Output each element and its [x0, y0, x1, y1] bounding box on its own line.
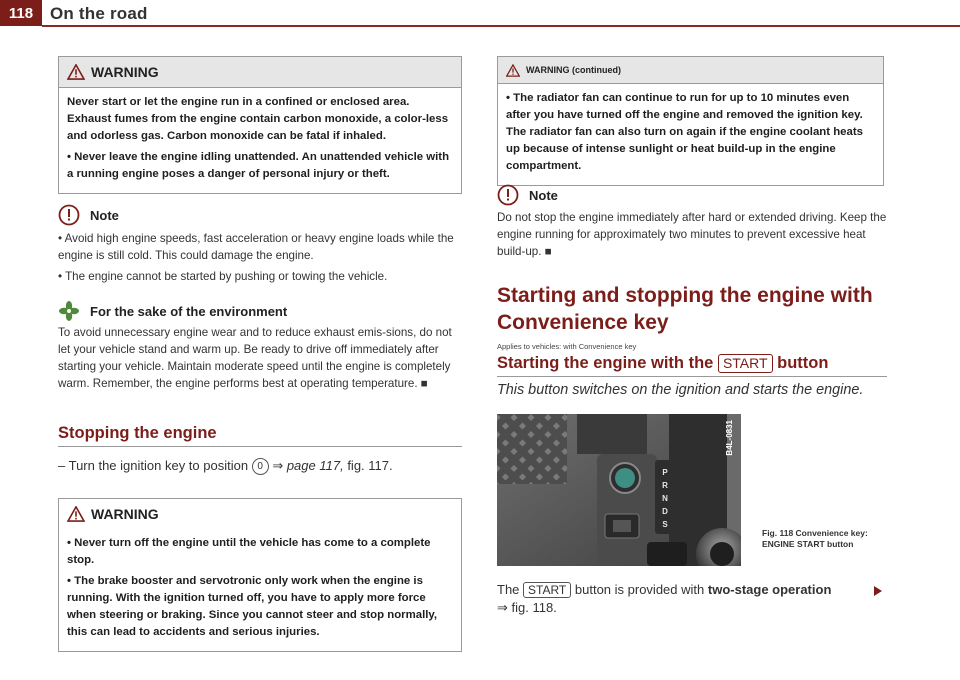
warning-body: [59, 529, 461, 651]
figure-caption: Fig. 118 Convenience key: ENGINE START button: [762, 528, 868, 549]
warning-paragraph: • The radiator fan can continue to run for up to 10 minutes even after you have turned off the engine and removed the ignition key. The radiator fan can also turn on again if the engine coolant heats up because of intense sunlight or heat build-up in the engine compartment.: [506, 92, 863, 172]
warning-triangle-icon: [506, 64, 520, 77]
gear-letter: D: [662, 507, 668, 516]
bottom-bold-text: two-stage operation: [707, 582, 832, 597]
note-section: [58, 204, 462, 289]
warning-box: [58, 498, 462, 652]
note-bullet: • The engine cannot be started by pushing or towing the vehicle.: [58, 270, 388, 283]
stopping-heading: Stopping the engine: [58, 424, 217, 442]
intro-text: This button switches on the ignition and starts the engine.: [497, 382, 864, 398]
warning-title: WARNING: [91, 64, 159, 80]
gear-letter: R: [662, 481, 668, 490]
warning-continued-box: [497, 56, 884, 186]
environment-header: [58, 300, 462, 322]
heading-rule: [497, 376, 887, 377]
figure-118: [497, 414, 741, 566]
warning-title: WARNING: [91, 506, 159, 522]
bottom-paragraph: [497, 581, 897, 617]
page-reference: ⇒ page 117,: [272, 458, 344, 473]
step-text: – Turn the ignition key to position: [58, 458, 249, 473]
heading-rule: [58, 446, 462, 447]
figure-code: B4L-0831: [725, 420, 734, 456]
warning-paragraph: • The brake booster and servotronic only work when the engine is running. With the ignition turned off, you have to apply more force when steering or braking. Since you cannot steer and stop normally, this can lead to accidents and serious injuries.: [67, 575, 438, 638]
key-position-label: 0: [257, 461, 263, 473]
applies-to: Applies to vehicles: with Convenience key: [497, 342, 637, 351]
section-title: On the road: [50, 4, 148, 23]
key-position-symbol: [252, 458, 269, 475]
environment-leaf-icon: [58, 300, 80, 322]
warning-paragraph: • Never leave the engine idling unattended. An unattended vehicle with a running engine poses a danger of personal injury or theft.: [67, 151, 450, 180]
warning-paragraph: Never start or let the engine run in a confined or enclosed area. Exhaust fumes from the engine contain carbon monoxide, a color-less and odorless gas. Carbon monoxide can be fatal if inhaled.: [67, 96, 449, 142]
start-key-label: START: [718, 354, 773, 373]
note-body: [58, 230, 462, 285]
warning-header: [59, 499, 461, 529]
figure-reference: fig. 117.: [347, 458, 393, 473]
note-text: Do not stop the engine immediately after hard or extended driving. Keep the engine running for approximately two minutes to prevent excessive heat build-up. ■: [497, 211, 887, 258]
note-section: [497, 184, 887, 260]
header-rule: [42, 25, 960, 27]
note-header: [497, 184, 887, 206]
note-icon: [497, 184, 519, 206]
continue-arrow-icon: [873, 585, 883, 597]
warning-body: [498, 84, 883, 185]
warning-header: [59, 57, 461, 88]
sub-heading-text: button: [777, 354, 829, 372]
page-number: 118: [0, 0, 42, 26]
environment-section: [58, 300, 462, 392]
gear-letter: P: [662, 468, 668, 477]
note-title: Note: [529, 187, 558, 203]
warning-box: [58, 56, 462, 194]
sub-heading: [497, 354, 828, 373]
bottom-text: button is provided with: [574, 582, 705, 597]
note-title: Note: [90, 207, 119, 223]
figure-reference: ⇒ fig. 118.: [497, 600, 557, 615]
environment-text: To avoid unnecessary engine wear and to reduce exhaust emis-sions, do not let your vehicle stand and warm up. Be ready to drive off immediately after starting your vehicle. Maintain moderate speed until the engine is completely warm. Remember, the engine performs best at operating temperature. ■: [58, 326, 452, 390]
warning-header: [498, 57, 883, 84]
gear-indicator: [658, 466, 672, 531]
sub-heading-text: Starting the engine with the: [497, 354, 714, 372]
note-header: [58, 204, 462, 226]
stopping-step: [58, 458, 462, 475]
console-photo-illustration: [497, 414, 741, 566]
start-key-label: START: [523, 582, 571, 598]
warning-triangle-icon: [67, 64, 85, 80]
warning-paragraph: • Never turn off the engine until the vehicle has come to a complete stop.: [67, 537, 431, 566]
note-bullet: • Avoid high engine speeds, fast acceleration or heavy engine loads while the engine is still cold. This could damage the engine.: [58, 232, 454, 262]
warning-body: [59, 88, 461, 193]
gear-letter: N: [662, 494, 668, 503]
environment-title: For the sake of the environment: [90, 303, 288, 319]
bottom-text: The: [497, 582, 520, 597]
main-heading: Starting and stopping the engine with Convenience key: [497, 284, 873, 334]
note-icon: [58, 204, 80, 226]
gear-letter: S: [662, 520, 668, 529]
warning-triangle-icon: [67, 506, 85, 522]
warning-title: WARNING (continued): [526, 65, 621, 75]
